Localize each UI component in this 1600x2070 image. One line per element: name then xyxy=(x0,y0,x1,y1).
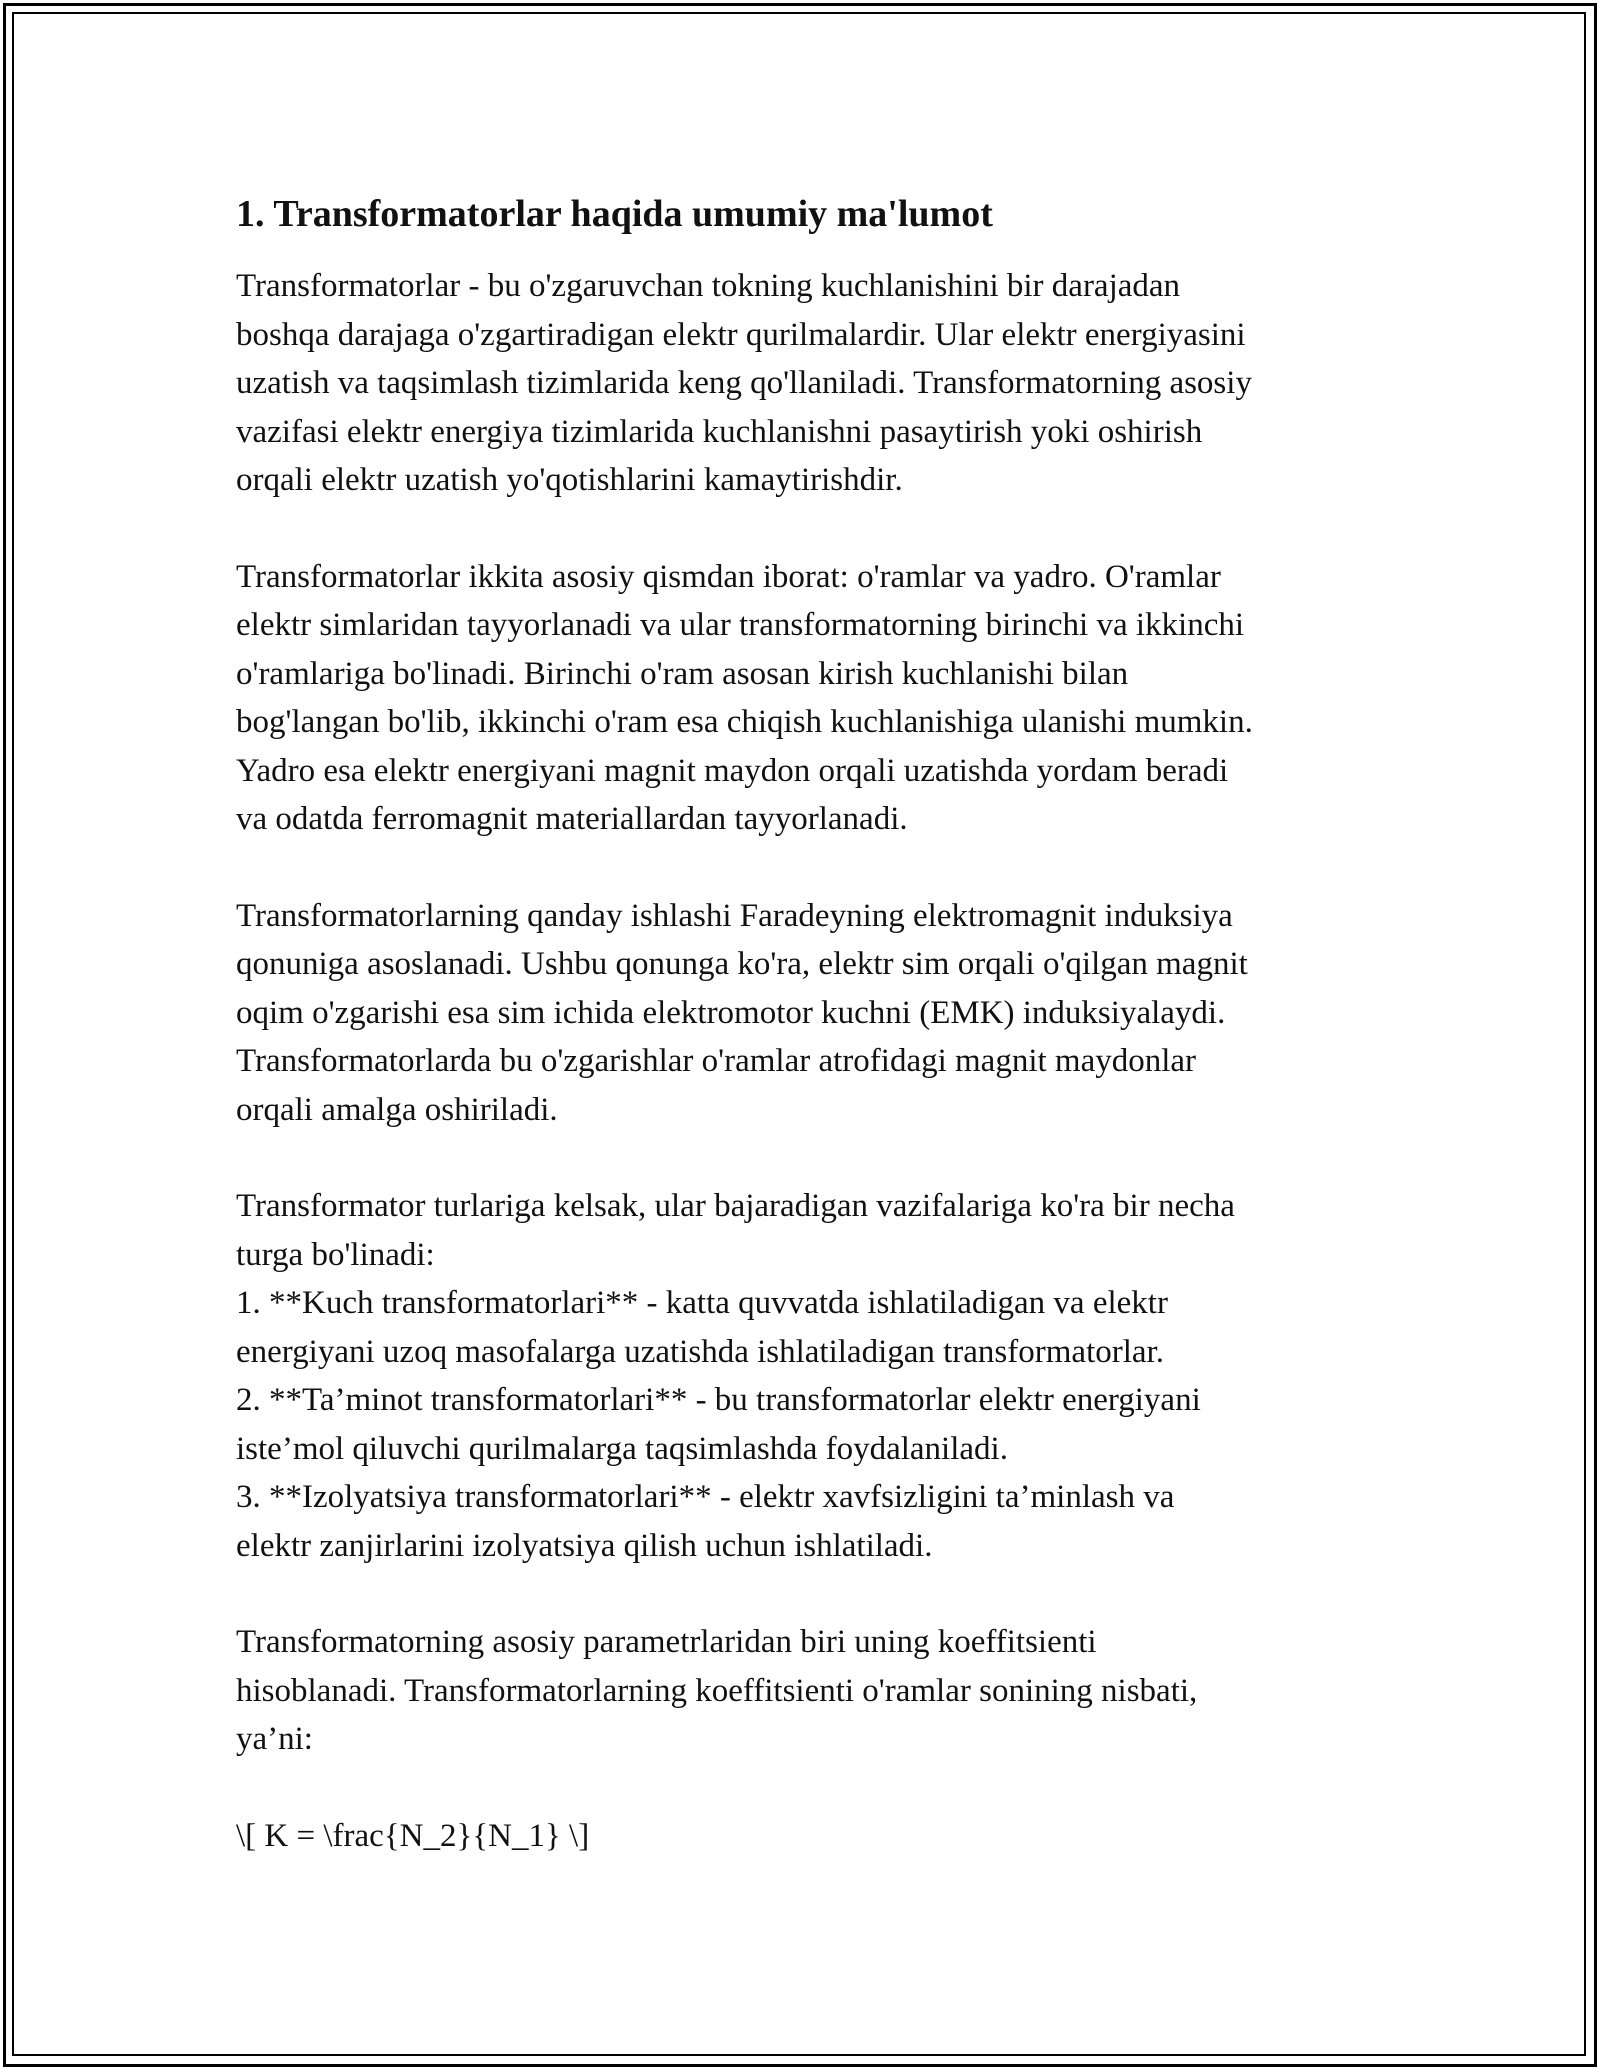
text-line: Transformatorlar ikkita asosiy qismdan iborat: o'ramlar va yadro. O'ramlar xyxy=(236,558,1221,595)
text-line: ya’ni: xyxy=(236,1721,313,1757)
text-line: iste’mol qiluvchi qurilmalarga taqsimlashda foydalaniladi. xyxy=(236,1430,1008,1467)
text-line: 3. **Izolyatsiya transformatorlari** - elektr xavfsizligini ta’minlash va xyxy=(236,1479,1175,1515)
section-heading: 1. Transformatorlar haqida umumiy ma'lumot xyxy=(236,193,993,235)
paragraph xyxy=(236,1182,1376,1570)
text-line: bog'langan bo'lib, ikkinchi o'ram esa chiqish kuchlanishiga ulanishi mumkin. xyxy=(236,704,1253,740)
text-line: 2. **Ta’minot transformatorlari** - bu transformatorlar elektr energiyani xyxy=(236,1382,1201,1418)
text-line: vazifasi elektr energiya tizimlarida kuchlanishni pasaytirish yoki oshirish xyxy=(236,413,1203,450)
paragraph xyxy=(236,553,1376,844)
text-line: Transformatorlarda bu o'zgarishlar o'ramlar atrofidagi magnit maydonlar xyxy=(236,1043,1197,1079)
paragraph xyxy=(236,262,1376,505)
text-line: elektr simlaridan tayyorlanadi va ular transformatorning birinchi va ikkinchi xyxy=(236,607,1245,643)
text-line: uzatish va taqsimlash tizimlarida keng qo'llaniladi. Transformatorning asosiy xyxy=(236,365,1252,401)
text-line: Yadro esa elektr energiyani magnit maydon orqali uzatishda yordam beradi xyxy=(236,752,1229,789)
text-line: Transformatorning asosiy parametrlaridan biri uning koeffitsienti xyxy=(236,1624,1097,1660)
text-line: Transformator turlariga kelsak, ular bajaradigan vazifalariga ko'ra bir necha xyxy=(236,1188,1235,1224)
text-line: orqali elektr uzatish yo'qotishlarini kamaytirishdir. xyxy=(236,462,903,498)
text-line: oqim o'zgarishi esa sim ichida elektromotor kuchni (EMK) induksiyalaydi. xyxy=(236,994,1226,1031)
document-body xyxy=(236,186,1376,1908)
paragraph-list xyxy=(236,262,1376,1860)
paragraph xyxy=(236,1618,1376,1764)
text-line: orqali amalga oshiriladi. xyxy=(236,1091,558,1128)
text-line: energiyani uzoq masofalarga uzatishda ishlatiladigan transformatorlar. xyxy=(236,1333,1164,1370)
text-line: hisoblanadi. Transformatorlarning koeffitsienti o'ramlar sonining nisbati, xyxy=(236,1672,1198,1709)
text-line: \[ K = \frac{N_2}{N_1} \] xyxy=(236,1817,590,1854)
text-line: o'ramlariga bo'linadi. Birinchi o'ram asosan kirish kuchlanishi bilan xyxy=(236,655,1129,692)
text-line: turga bo'linadi: xyxy=(236,1236,435,1273)
text-line: Transformatorlar - bu o'zgaruvchan tokning kuchlanishini bir darajadan xyxy=(236,268,1181,304)
text-line: elektr zanjirlarini izolyatsiya qilish uchun ishlatiladi. xyxy=(236,1527,933,1564)
text-line: boshqa darajaga o'zgartiradigan elektr qurilmalardir. Ular elektr energiyasini xyxy=(236,316,1246,353)
text-line: va odatda ferromagnit materiallardan tayyorlanadi. xyxy=(236,801,908,837)
paragraph xyxy=(236,1812,1376,1861)
text-line: qonuniga asoslanadi. Ushbu qonunga ko'ra, elektr sim orqali o'qilgan magnit xyxy=(236,946,1248,982)
text-line: Transformatorlarning qanday ishlashi Faradeyning elektromagnit induksiya xyxy=(236,897,1233,934)
text-line: 1. **Kuch transformatorlari** - katta quvvatda ishlatiladigan va elektr xyxy=(236,1285,1168,1321)
paragraph xyxy=(236,892,1376,1135)
